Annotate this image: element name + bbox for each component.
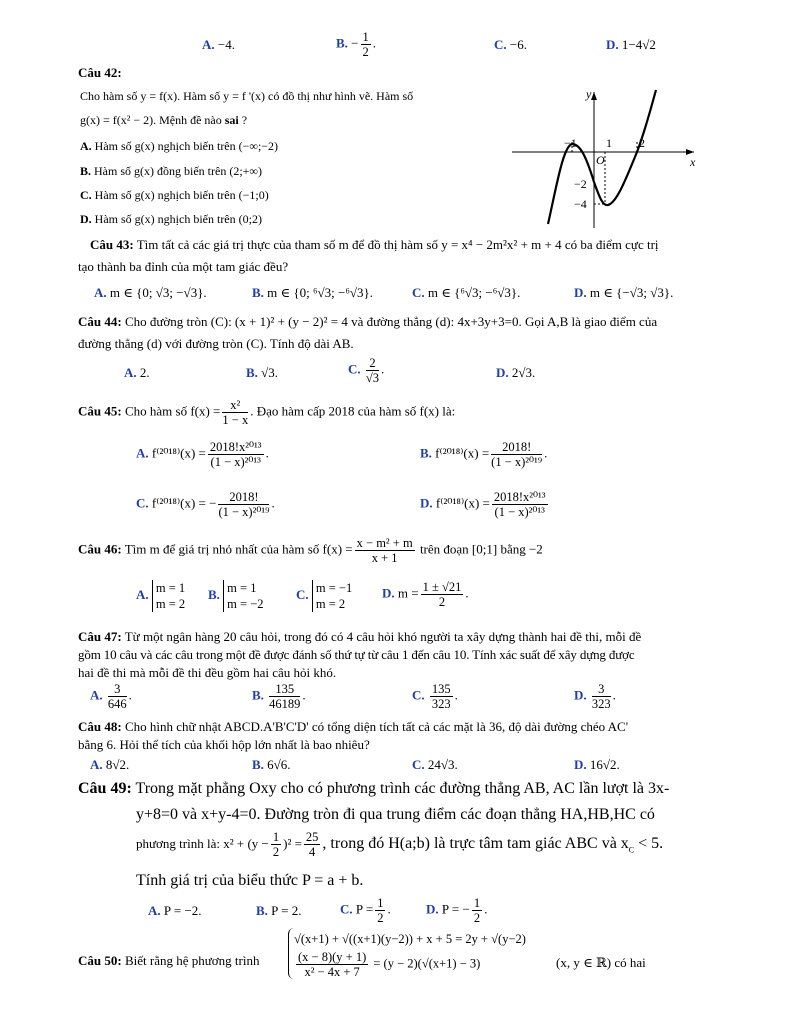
q46-label-c: C.	[296, 586, 309, 602]
q41-value-b-sign: −	[351, 35, 359, 51]
q46-fraction-d-num: 1 ± √21	[422, 580, 462, 594]
q42-label-a: A.	[80, 139, 92, 153]
q49-r-den: 4	[309, 845, 316, 859]
q48-value-b: 6√6.	[267, 757, 291, 772]
q47-fraction-d	[592, 682, 611, 711]
q45-a-pre: f⁽²⁰¹⁸⁾(x) =	[151, 445, 206, 461]
q45-fraction-d-den: (1 − x)²⁰¹³	[494, 505, 545, 519]
q47-fraction-a-num: 3	[108, 682, 127, 697]
q42-title: Câu 42:	[78, 65, 122, 80]
q46-label-d: D.	[382, 585, 395, 601]
q42-block	[78, 64, 122, 82]
q43-label-d: D.	[574, 285, 587, 300]
q48-value-d: 16√2.	[589, 757, 620, 772]
q49-fraction-d	[472, 896, 482, 925]
graph-tick-neg1: −1	[564, 136, 577, 150]
q49-fraction-c-num: 1	[377, 896, 384, 910]
q45-fraction	[222, 398, 248, 427]
q42-text-d: Hàm số g(x) nghịch biến trên (0;2)	[91, 212, 262, 226]
q47-text1: Từ một ngân hàng 20 câu hỏi, trong đó có 4 câu hỏi khó người ta xây dựng thành hai đề thi, mỗi đề	[121, 629, 642, 644]
q46-post: trên đoạn [0;1] bằng −2	[416, 541, 543, 557]
q44-fraction-c-den: √3	[365, 371, 380, 385]
q44-line1	[78, 313, 657, 331]
q42-text-c: Hàm số g(x) nghịch biến trên (−1;0)	[91, 188, 269, 202]
q47-fraction-c-den: 323	[431, 697, 451, 711]
q44-value-a: 2.	[139, 365, 150, 380]
q45-fraction-b-den: (1 − x)²⁰¹⁹	[491, 455, 543, 469]
q46-stem	[78, 536, 543, 565]
q48-line2: bằng 6. Hỏi thể tích của khối hộp lớn nhất là bao nhiêu?	[78, 737, 370, 752]
q42-derivative-graph	[508, 84, 704, 232]
q43-title: Câu 43:	[90, 237, 134, 252]
q49-line3-sub: C	[628, 845, 635, 855]
q49-label-b: B.	[256, 903, 268, 918]
q44-text1: Cho đường tròn (C): (x + 1)² + (y − 2)² = 4 và đường thẳng (d): 4x+3y+3=0. Gọi A,B là giao điểm của	[121, 314, 658, 329]
q49-label-d: D.	[426, 901, 439, 917]
graph-tick-2: 2	[639, 136, 645, 150]
q48-value-a: 8√2.	[105, 757, 130, 772]
q42-option-d	[80, 212, 262, 227]
q41-value-d: 1−4√2	[621, 37, 656, 52]
q44-fraction-c	[366, 356, 379, 385]
q47-fraction-c	[430, 682, 453, 711]
q50-eq2-post: = (y − 2)(√(x+1) − 3)	[370, 956, 481, 971]
q45-stem	[78, 398, 455, 427]
q43-line1	[90, 236, 659, 254]
graph-tick-y-neg4: −4	[574, 197, 587, 211]
q49-c-pre: P =	[355, 901, 374, 917]
q49-label-a: A.	[148, 903, 161, 918]
q45-b-tail: .	[544, 445, 548, 461]
q48-label-a: A.	[90, 757, 103, 772]
q49-line3-pre: phương trình là: x² + (y −	[136, 836, 269, 852]
q42-line2	[80, 113, 247, 128]
q47-fraction-b-num: 135	[269, 682, 300, 697]
q47-fraction-a-den: 646	[107, 697, 127, 711]
q45-pre: Cho hàm số f(x) =	[121, 403, 221, 419]
q46-b-line2: m = −2	[227, 597, 264, 611]
q43-options	[0, 284, 792, 304]
q49-fraction-radius	[304, 830, 321, 859]
q45-label-c: C.	[136, 495, 149, 511]
q41-label-c: C.	[494, 37, 507, 52]
q49-fraction-d-num: 1	[473, 896, 481, 910]
q46-c-line2: m = 2	[315, 597, 346, 611]
q49-text1: Trong mặt phẳng Oxy cho có phương trình các đường thẳng AB, AC lần lượt là 3x-	[131, 780, 670, 797]
q47-fraction-d-num: 3	[592, 682, 611, 697]
q48-line1	[78, 718, 628, 736]
q43-label-a: A.	[94, 285, 107, 300]
q49-line3	[136, 830, 663, 859]
q41-fraction-b	[361, 30, 371, 59]
q47-line3: hai đề thi mà mỗi đề thi đều gồm hai câu hỏi khó.	[78, 665, 337, 680]
q50-pre: Biết rằng hệ phương trình	[121, 953, 260, 968]
q49-value-a: P = −2.	[163, 903, 202, 918]
q46-fraction-d-den: 2	[438, 595, 446, 609]
q49-line3-end: < 5.	[634, 835, 664, 853]
q50-system	[288, 928, 526, 979]
q45-a-tail: .	[265, 445, 269, 461]
q45-fraction-a-num: 2018!x²⁰¹³	[209, 440, 262, 454]
q46-a-line2: m = 2	[155, 597, 186, 611]
q50-tail: (x, y ∈ ℝ) có hai	[556, 955, 646, 970]
q45-fraction-c-num: 2018!	[218, 490, 269, 505]
q46-label-b: B.	[208, 586, 220, 602]
q41-value-b-tail: .	[372, 35, 377, 51]
q46-d-tail: .	[465, 585, 469, 601]
q49-r-num: 25	[305, 830, 319, 844]
q46-a-line1: m = 1	[155, 581, 186, 595]
q50-brace	[288, 928, 526, 979]
q49-line3-post: , trong đó H(a;b) là trực tâm tam giác ABC và x	[322, 835, 629, 853]
q49-line3-mid: )² =	[283, 836, 302, 852]
q47-fraction-c-num: 135	[431, 682, 451, 696]
graph-tick-y-neg2: −2	[574, 177, 587, 191]
q49-fraction-c-den: 2	[377, 911, 384, 925]
q50-fraction	[296, 950, 368, 979]
q50-equation-2	[294, 950, 526, 979]
q45-title: Câu 45:	[78, 403, 122, 419]
graph-y-label: y	[586, 87, 592, 101]
q47-label-c: C.	[412, 687, 425, 703]
q44-label-b: B.	[246, 365, 258, 380]
q50-title: Câu 50:	[78, 953, 122, 968]
q42-text-b: Hàm số g(x) đồng biến trên (2;+∞)	[91, 164, 262, 178]
q45-fraction-num: x²	[222, 398, 248, 413]
q44-value-c-tail: .	[381, 361, 385, 377]
q49-value-b: P = 2.	[271, 903, 302, 918]
q45-fraction-c	[218, 490, 269, 519]
q45-c-tail: .	[271, 495, 275, 511]
q47-line2: gồm 10 câu và các câu trong một đề được đánh số thứ tự từ câu 1 đến câu 10. Tính xác suất để xây dựng được	[78, 647, 635, 662]
q45-label-a: A.	[136, 445, 149, 461]
q45-fraction-a	[208, 440, 264, 469]
q46-fraction-d	[421, 580, 464, 609]
q44-label-a: A.	[124, 365, 137, 380]
q49-d-pre: P = −	[441, 901, 470, 917]
q42-option-b	[80, 164, 262, 179]
q49-c-tail: .	[387, 901, 391, 917]
q42-label-c: C.	[80, 188, 92, 202]
q49-fraction-half	[271, 830, 281, 859]
q45-b-pre: f⁽²⁰¹⁸⁾(x) =	[435, 445, 490, 461]
q42-option-c	[80, 188, 269, 203]
q47-label-d: D.	[574, 687, 587, 703]
q49-d-tail: .	[484, 901, 488, 917]
q44-value-d: 2√3.	[511, 365, 536, 380]
q46-fraction	[355, 536, 415, 565]
q44-options	[0, 356, 792, 390]
q41-fraction-b-den: 2	[362, 45, 369, 59]
q41-label-b: B.	[336, 35, 348, 51]
q45-c-pre: f⁽²⁰¹⁸⁾(x) = −	[151, 495, 217, 511]
q42-text-a: Hàm số g(x) nghịch biến trên (−∞;−2)	[91, 139, 279, 153]
q43-value-b: m ∈ {0; ⁶√3; −⁶√3}.	[267, 285, 374, 300]
q46-fraction-num: x − m² + m	[356, 536, 413, 550]
q49-half-den: 2	[272, 845, 280, 859]
q43-text1: Tìm tất cả các giá trị thực của tham số m để đồ thị hàm số y = x⁴ − 2m²x² + m + 4 có ba điểm cực trị	[133, 237, 659, 252]
q48-text1: Cho hình chữ nhật ABCD.A'B'C'D' có tổng diện tích tất cả các mặt là 36, độ dài đường chéo AC'	[121, 719, 629, 734]
q46-pre: Tìm m để giá trị nhỏ nhất của hàm số f(x) =	[121, 541, 353, 557]
q48-options	[0, 756, 792, 776]
q42-line1: Cho hàm số y = f(x). Hàm số y = f '(x) có đồ thị như hình vẽ. Hàm số	[80, 89, 414, 103]
q45-fraction-den: 1 − x	[222, 413, 249, 427]
q42-label-b: B.	[80, 164, 92, 178]
q43-value-c: m ∈ {⁶√3; −⁶√3}.	[427, 285, 521, 300]
q48-value-c: 24√3.	[427, 757, 458, 772]
q46-bracket-b	[223, 580, 263, 612]
graph-tick-1: 1	[606, 136, 612, 150]
q44-label-d: D.	[496, 365, 509, 380]
q49-options	[0, 896, 792, 930]
q50-fraction-den: x² − 4x + 7	[304, 965, 360, 979]
q45-fraction-c-den: (1 − x)²⁰¹⁹	[218, 505, 270, 519]
q44-label-c: C.	[348, 361, 361, 377]
q41-fraction-b-num: 1	[362, 30, 369, 44]
q49-title: Câu 49:	[78, 780, 132, 797]
q42-line2-bold: sai	[224, 113, 239, 127]
q47-title: Câu 47:	[78, 629, 122, 644]
q47-label-b: B.	[252, 687, 264, 703]
graph-origin: O	[596, 153, 605, 167]
q49-fraction-c	[375, 896, 385, 925]
q45-fraction-b-num: 2018!	[491, 440, 542, 455]
q45-fraction-d-num: 2018!x²⁰¹³	[493, 490, 546, 504]
q45-label-d: D.	[420, 495, 433, 511]
q45-fraction-a-den: (1 − x)²⁰¹³	[210, 455, 261, 469]
q42-label-d: D.	[80, 212, 92, 226]
q46-c-line1: m = −1	[315, 581, 353, 595]
q49-half-num: 1	[272, 830, 280, 844]
q49-fraction-d-den: 2	[473, 911, 481, 925]
q45-fraction-d	[492, 490, 548, 519]
q43-label-b: B.	[252, 285, 264, 300]
q47-line1	[78, 628, 641, 646]
q41-label-a: A.	[202, 37, 215, 52]
q41-value-a: −4.	[217, 37, 235, 52]
q42-line2-text: g(x) = f(x² − 2). Mệnh đề nào	[80, 113, 225, 127]
q42-line2-tail: ?	[238, 113, 248, 127]
q43-line2: tạo thành ba đỉnh của một tam giác đều?	[78, 259, 289, 274]
q47-fraction-b	[269, 682, 300, 711]
graph-x-label: x	[690, 155, 696, 169]
q49-line1	[78, 780, 669, 798]
q44-line2: đường thẳng (d) với đường tròn (C). Tính độ dài AB.	[78, 336, 354, 351]
q46-fraction-den: x + 1	[371, 551, 398, 565]
q49-line2: y+8=0 và x+y-4=0. Đường tròn đi qua trung điểm các đoạn thẳng HA,HB,HC có	[136, 806, 655, 823]
q50-equation-1: √(x+1) + √((x+1)(y−2)) + x + 5 = 2y + √(y−2)	[294, 932, 526, 946]
q45-label-b: B.	[420, 445, 432, 461]
q47-options: A. $\frac{3}{646}$ . B. $\frac{135}{46189}$ . C. $\frac{135}{323}$ . D. $\frac{3}{323}$ .	[90, 682, 616, 711]
q46-bracket-c	[312, 580, 352, 612]
q45-options	[0, 440, 792, 530]
q48-title: Câu 48:	[78, 719, 122, 734]
q50-fraction-num: (x − 8)(y + 1)	[298, 950, 367, 964]
q44-value-b: √3.	[261, 365, 279, 380]
q42-option-a	[80, 139, 278, 154]
q43-label-c: C.	[412, 285, 425, 300]
q46-b-line1: m = 1	[227, 581, 257, 595]
q49-line4: Tính giá trị của biểu thức P = a + b.	[136, 872, 364, 889]
q50-stem	[78, 952, 259, 970]
q43-value-d: m ∈ {−√3; √3}.	[589, 285, 674, 300]
q41-label-d: D.	[606, 37, 619, 52]
q45-d-pre: f⁽²⁰¹⁸⁾(x) =	[435, 495, 490, 511]
q45-post: . Đạo hàm cấp 2018 của hàm số f(x) là:	[250, 403, 456, 419]
q44-fraction-c-num: 2	[366, 356, 379, 371]
q46-title: Câu 46:	[78, 541, 122, 557]
q46-label-a: A.	[136, 586, 149, 602]
q44-title: Câu 44:	[78, 314, 122, 329]
q47-fraction-b-den: 46189	[269, 697, 301, 711]
q41-value-c: −6.	[509, 37, 527, 52]
q49-label-c: C.	[340, 901, 353, 917]
q48-label-b: B.	[252, 757, 264, 772]
q46-bracket-a	[152, 580, 185, 612]
q41-options	[0, 30, 792, 59]
q46-options	[0, 580, 792, 620]
q47-label-a: A.	[90, 687, 103, 703]
q47-fraction-a	[108, 682, 127, 711]
q46-d-pre: m =	[397, 585, 419, 601]
q48-label-c: C.	[412, 757, 425, 772]
q48-label-d: D.	[574, 757, 587, 772]
q43-value-a: m ∈ {0; √3; −√3}.	[109, 285, 207, 300]
q47-fraction-d-den: 323	[591, 697, 611, 711]
q45-fraction-b	[491, 440, 542, 469]
